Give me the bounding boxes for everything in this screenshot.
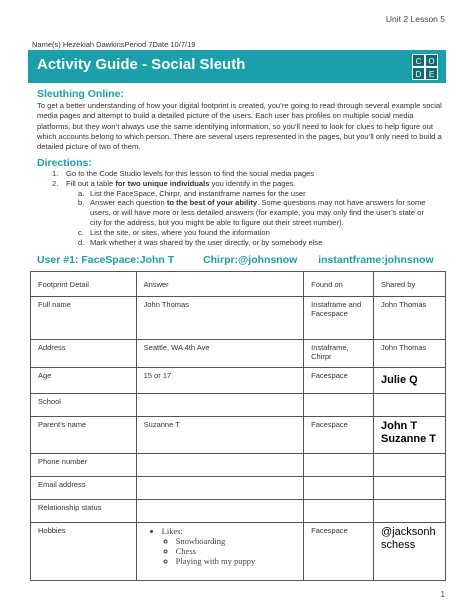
cell-shared[interactable] <box>374 454 446 477</box>
unit-lesson-label: Unit 2 Lesson 5 <box>385 14 445 24</box>
cell-detail: Address <box>31 340 137 368</box>
direction-substep: c. List the site, or sites, where you found the information <box>78 227 270 237</box>
header-shared-by: Shared by <box>374 272 446 297</box>
cell-found[interactable]: Instaframe, Chirpr <box>304 340 374 368</box>
header-found-on: Found on <box>304 272 374 297</box>
cell-detail: Email address <box>31 477 137 500</box>
list-item: ◦ Chess <box>176 546 296 556</box>
header-footprint-detail: Footprint Detail <box>31 272 137 297</box>
cell-shared-handwritten[interactable]: Julie Q <box>374 368 446 394</box>
table-row <box>31 417 446 454</box>
list-item: • Likes: ◦ Snowboarding ◦ Chess ◦ Playing with my puppy <box>162 526 296 566</box>
cell-answer[interactable] <box>136 500 303 523</box>
cell-shared-handwritten[interactable]: John T Suzanne T <box>374 417 446 454</box>
cell-answer[interactable] <box>136 454 303 477</box>
cell-shared[interactable] <box>374 477 446 500</box>
logo-letter: E <box>425 67 438 80</box>
table-header-row <box>31 272 446 297</box>
directions-heading: Directions: <box>37 157 92 169</box>
page-number: 1 <box>440 590 445 599</box>
cell-found[interactable]: Facespace <box>304 368 374 394</box>
table-row <box>31 523 446 581</box>
code-logo-icon <box>412 54 438 80</box>
step-text: Fill out a table for two unique individuals you identify in the pages. <box>66 178 296 188</box>
instantframe-name: instantframe:johnsnow <box>318 254 434 266</box>
direction-substep: d. Mark whether it was shared by the user directly, or by somebody else <box>78 237 323 247</box>
directions-list <box>52 169 432 247</box>
list-item: ◦ Playing with my puppy <box>176 556 296 566</box>
step-number: 2. <box>52 178 59 188</box>
logo-letter: C <box>412 54 425 67</box>
header-answer: Answer <box>136 272 303 297</box>
table-row <box>31 297 446 340</box>
cell-detail: Parent’s name <box>31 417 137 454</box>
cell-found[interactable] <box>304 454 374 477</box>
list-item: ◦ Snowboarding <box>176 536 296 546</box>
cell-answer[interactable] <box>136 477 303 500</box>
cell-found[interactable] <box>304 500 374 523</box>
facespace-name: User #1: FaceSpace:John T <box>37 254 175 266</box>
sleuthing-heading: Sleuthing Online: <box>37 88 124 100</box>
direction-substep: b. Answer each question to the best of your ability. Some questions may not have answers for some users, or will have more or less detailed answers (for example, you may only find the user’s state or city for the address, but you might be able to figure out their street number). <box>78 198 426 227</box>
table-row <box>31 340 446 368</box>
cell-detail: Relationship status <box>31 500 137 523</box>
chirpr-name: Chirpr:@johnsnow <box>203 254 298 266</box>
page-title: Activity Guide - Social Sleuth <box>37 56 246 73</box>
footprint-table <box>30 271 446 581</box>
hobbies-list <box>144 526 296 566</box>
table-row <box>31 454 446 477</box>
cell-shared[interactable] <box>374 500 446 523</box>
cell-detail: Hobbies <box>31 523 137 581</box>
cell-answer[interactable] <box>136 394 303 417</box>
step-text: Go to the Code Studio levels for this lesson to find the social media pages <box>66 169 315 178</box>
cell-shared[interactable] <box>374 394 446 417</box>
direction-step <box>52 179 432 189</box>
names-period-date: Name(s) Hezekiah DawkinsPeriod 7Date 10/7/19 <box>32 40 196 49</box>
cell-shared[interactable]: John Thomas <box>374 340 446 368</box>
cell-found[interactable] <box>304 394 374 417</box>
cell-answer[interactable]: John Thomas <box>136 297 303 340</box>
cell-found[interactable]: Facespace <box>304 417 374 454</box>
table-row <box>31 500 446 523</box>
table-row <box>31 368 446 394</box>
sleuthing-paragraph: To get a better understanding of how your digital footprint is created, you’re going to read through several example social media pages and attempt to build a detailed picture of the users. Each user has profiles on multiple social media platforms, but they won’t always use the same identifying information, so you’ll need to look for clues to help figure out which accounts belong to which person. There are several users represented in the pages, but you’ll only need to build a detailed picture of two of them. <box>37 101 442 152</box>
direction-substep: a. List the FaceSpace, Chirpr, and instantframe names for the user <box>78 188 306 198</box>
user-1-line <box>37 254 434 266</box>
cell-answer[interactable]: Suzanne T <box>136 417 303 454</box>
cell-detail: School <box>31 394 137 417</box>
logo-letter: O <box>425 54 438 67</box>
cell-found[interactable]: Facespace <box>304 523 374 581</box>
table-row <box>31 394 446 417</box>
cell-found[interactable] <box>304 477 374 500</box>
cell-detail: Phone number <box>31 454 137 477</box>
table-row <box>31 477 446 500</box>
cell-answer-hobbies[interactable] <box>136 523 303 581</box>
cell-detail: Full name <box>31 297 137 340</box>
cell-shared[interactable]: John Thomas <box>374 297 446 340</box>
direction-step <box>52 169 432 179</box>
logo-letter: D <box>412 67 425 80</box>
cell-found[interactable]: Instaframe and Facespace <box>304 297 374 340</box>
cell-answer[interactable]: Seattle, WA 4th Ave <box>136 340 303 368</box>
cell-detail: Age <box>31 368 137 394</box>
step-number: 1. <box>52 169 59 178</box>
activity-banner <box>28 50 446 83</box>
cell-answer[interactable]: 15 or 17 <box>136 368 303 394</box>
cell-shared-handwritten[interactable]: @jacksonh schess <box>374 523 446 581</box>
